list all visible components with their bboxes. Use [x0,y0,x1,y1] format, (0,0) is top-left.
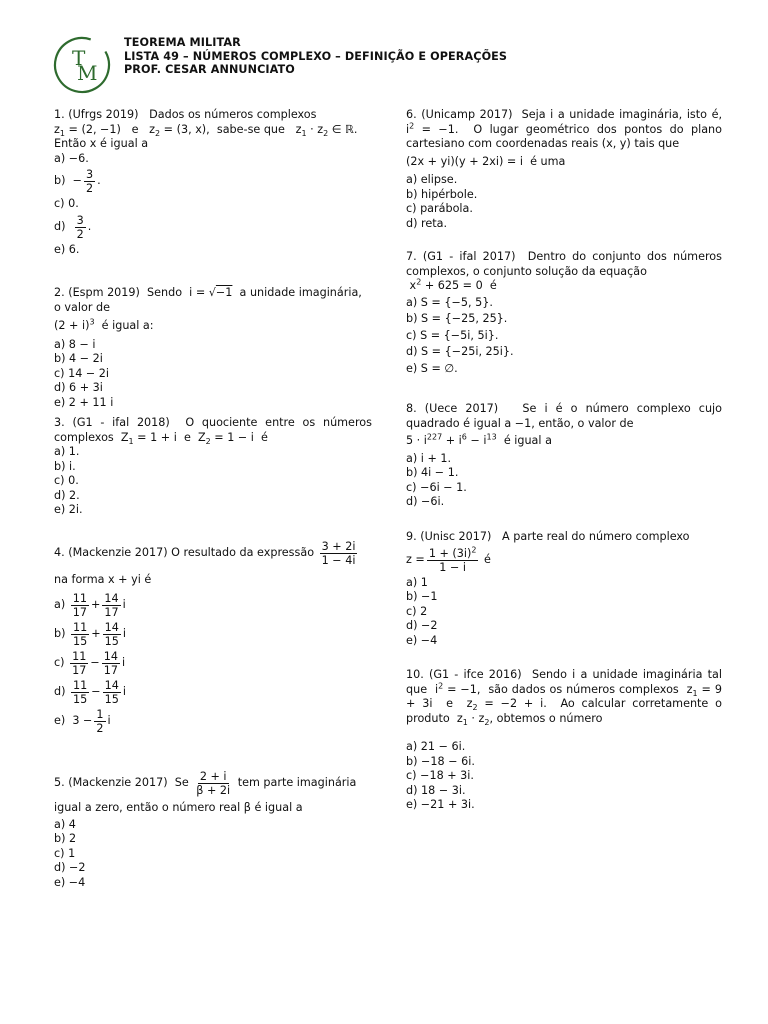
option-e: e) 3 − $\frac{1}{2}$ i [54,707,111,735]
question-10: 10. (G1 - ifce 2016) Sendo i a unidade imaginária tal que $i^2 = -1$, são dados os números complexos $z_1 = 9 + 3i$ e $z_2 = -2 + i$. Ao calcular corretamente o produto $z_1 \cdot z_2$, obtemos o número a) 21 − 6i. b) −18 − 6i. c) −18 + 3i. d) 18 − 3i. e) −21 + 3i. [406,668,723,811]
option-b: b) $\frac{11}{15}$ + $\frac{14}{15}$ i [54,620,127,648]
option-b: b) 4 − 2i [54,352,103,365]
option-e: e) 2 + 11 i [54,395,114,409]
question-9: 9. (Unisc 2017) A parte real do número complexo z = $\frac{1 + (3i)^2}{1 - i}$ é a) 1 b) −1 c) 2 d) −2 e) −4 [406,530,722,648]
header-title: TEOREMA MILITAR [124,36,241,49]
svg-text:M: M [77,61,98,85]
option-a: a) 1 [406,575,428,589]
question-number: 1. [54,108,65,121]
question-4: 4. (Mackenzie 2017) O resultado da expressão $\frac{3 + 2i}{1 - 4i}$ na forma x + yi é a) $\frac{11}{17}$ + $\frac{14}{17}$ i b) $\frac{11}{15}$ + $\frac{14}{15}$ i c) $\frac{11}{17}$ − $\frac{14}{17}$ i d) $\frac{11}{15}$ − $\frac{14}{15}$ i e) 3 − $\frac{1}{2}$ i [54,540,372,735]
option-d: d) 6 + 3i [54,381,103,394]
question-text: Então x é igual a [54,137,149,150]
document-header [124,36,507,77]
option-b: b) 2 [54,832,77,845]
option-e: e) 2i. [54,503,83,516]
option-b: b) 4i − 1. [406,466,459,479]
option-d: d) $\frac{3}{2}$ . [54,213,92,241]
option-a: a) S = {−5, 5}. [406,295,493,309]
option-c: c) S = {−5i, 5i}. [406,328,499,342]
option-c: c) −6i − 1. [406,480,467,494]
option-d: d) −6i. [406,495,445,508]
question-5: 5. (Mackenzie 2017) Se $\frac{2 + i}{\beta + 2i}$ tem parte imaginária igual a zero, então o número real β é igual a a) 4 b) 2 c) 1 d) −2 e) −4 [54,770,372,890]
option-b: b) S = {−25, 25}. [406,312,508,325]
option-c: c) 0. [54,474,79,487]
option-c: c) parábola. [406,202,473,215]
teorema-militar-logo [52,35,112,95]
option-c: c) 0. [54,197,79,210]
question-text: Dados os números complexos [149,108,317,121]
question-3: 3. (G1 - ifal 2018) O quociente entre os números complexos $Z_1 = 1 + i$ e $Z_2 = 1 - i$ é a) 1. b) i. c) 0. d) 2. e) 2i. [54,416,372,516]
option-a: a) 21 − 6i. [406,740,466,753]
option-c: c) 1 [54,846,76,860]
option-a: a) 4 [54,817,76,831]
option-b: b) −1 [406,590,438,603]
option-d: d) S = {−25i, 25i}. [406,345,514,358]
option-a: a) $\frac{11}{17}$ + $\frac{14}{17}$ i [54,591,126,619]
option-d: d) reta. [406,216,448,230]
option-b: b) i. [54,459,76,473]
option-e: e) −4 [54,875,86,889]
option-c: c) 2 [406,604,428,618]
header-subtitle: LISTA 49 – NÚMEROS COMPLEXO – DEFINIÇÃO E OPERAÇÕES [124,49,508,63]
option-a: a) 1. [54,445,80,458]
option-e: e) S = ∅. [406,361,458,375]
option-d: d) −2 [406,619,438,632]
option-c: c) $\frac{11}{17}$ − $\frac{14}{17}$ i [54,649,126,677]
option-e: e) −4 [406,633,438,647]
option-e: e) 6. [54,242,80,256]
option-e: e) −21 + 3i. [406,798,475,811]
question-8: 8. (Uece 2017) Se i é o número complexo cujo quadrado é igual a −1, então, o valor de $5 \cdot i^{227} + i^6 - i^{13}$ é igual a a) i + 1. b) 4i − 1. c) −6i − 1. d) −6i. [406,402,722,508]
option-c: c) −18 + 3i. [406,769,474,782]
option-d: d) $\frac{11}{15}$ − $\frac{14}{15}$ i [54,678,127,706]
header-teacher: PROF. CESAR ANNUNCIATO [124,63,295,76]
question-1: 1. (Ufrgs 2019) Dados os números complexos $z_1 = (2$, −1) e $z_2 = (3$, x), sabe-se que $z_1 \cdot z_2$ ∈ ℝ. Então x é igual a a) −6. b) − $\frac{3}{2}$ . c) 0. d) $\frac{3}{2}$ . e) 6. [54,108,372,257]
option-d: d) 18 − 3i. [406,783,466,797]
option-a: a) i + 1. [406,451,452,465]
option-d: d) −2 [54,861,86,874]
option-c: c) 14 − 2i [54,366,110,380]
question-source: (Ufrgs 2019) [68,108,139,121]
option-a: a) 8 − i [54,337,96,351]
option-a: a) elipse. [406,173,458,186]
question-6: 6. (Unicamp 2017) Seja i a unidade imaginária, isto é, $i^2 = -1$. O lugar geométrico dos pontos do plano cartesiano com coordenadas reais (x, y) tais que (2x + yi)(y + 2xi) = i é uma a) elipse. b) hipérbole. c) parábola. d) reta. [406,108,723,230]
option-b: b) hipérbole. [406,187,478,201]
svg-text:T: T [72,46,86,70]
option-b: b) −18 − 6i. [406,754,475,768]
option-a: a) −6. [54,151,89,165]
option-b: b) − $\frac{3}{2}$ . [54,168,101,195]
question-2: 2. (Espm 2019) Sendo i = √−1 a unidade imaginária, o valor de $(2 + i)^3$ é igual a: a) 8 − i b) 4 − 2i c) 14 − 2i d) 6 + 3i e) 2 + 11 i [54,286,372,410]
option-d: d) 2. [54,488,80,502]
question-7: 7. (G1 - ifal 2017) Dentro do conjunto dos números complexos, o conjunto solução da equação $x^2 + 625 = 0$ é a) S = {−5, 5}. b) S = {−25, 25}. c) S = {−5i, 5i}. d) S = {−25i, 25i}. e) S = ∅. [406,250,722,375]
